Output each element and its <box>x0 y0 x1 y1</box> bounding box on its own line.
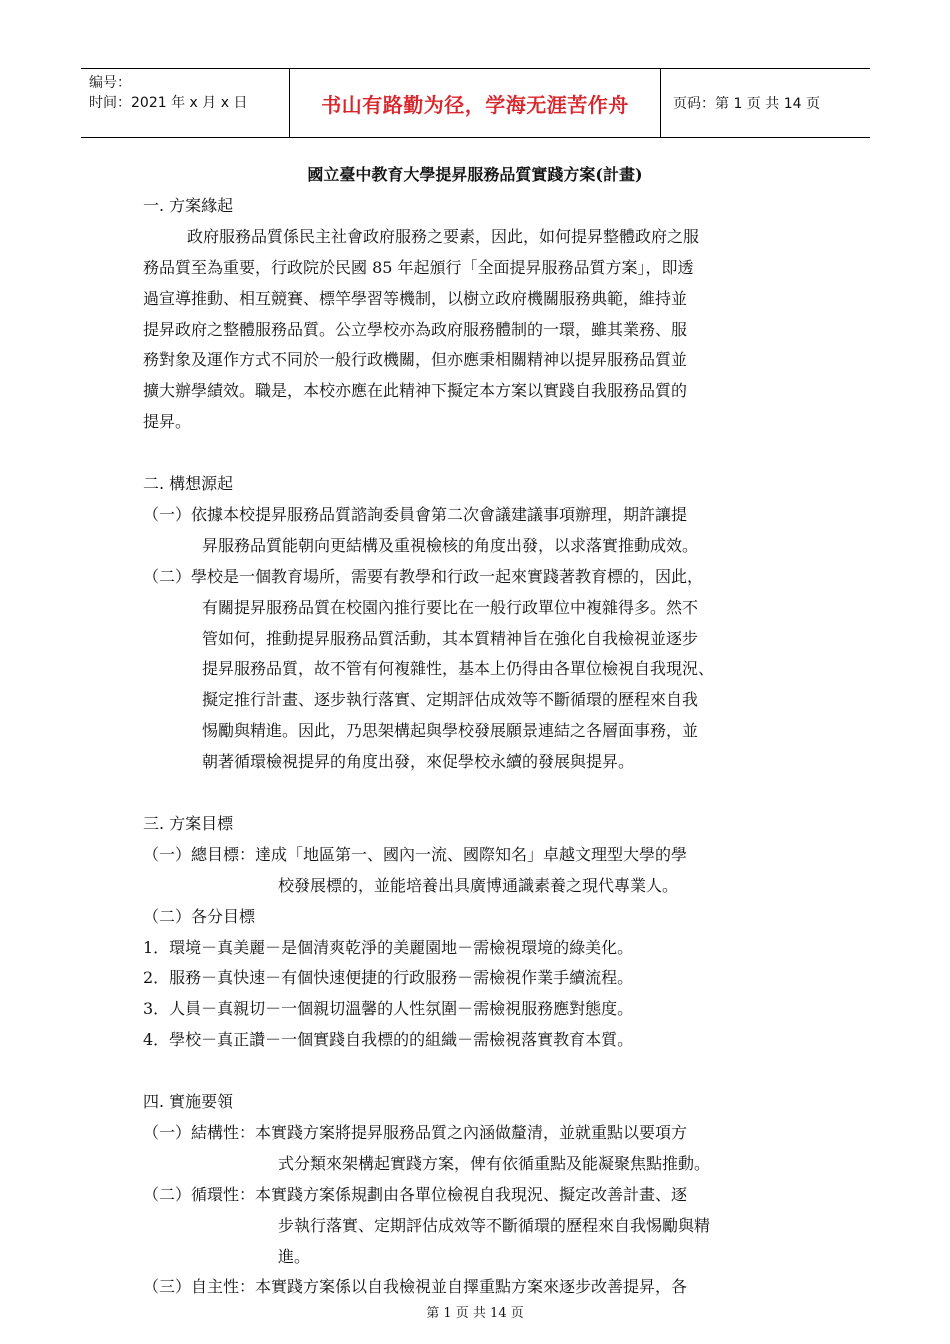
paragraph-line: 務品質至為重要，行政院於民國 85 年起頒行「全面提昇服務品質方案」，即透 <box>143 258 694 277</box>
paragraph-line: 擴大辦學績效。職是，本校亦應在此精神下擬定本方案以實踐自我服務品質的 <box>143 381 688 400</box>
paragraph-line: 提昇。 <box>143 412 192 431</box>
list-item: （二）循環性：本實踐方案係規劃由各單位檢視自我現況、擬定改善計畫、逐 <box>143 1185 688 1204</box>
section-4-heading: 四. 實施要領 <box>143 1092 234 1111</box>
list-item: （三）自主性：本實踐方案係以自我檢視並自擇重點方案來逐步改善提昇，各 <box>143 1277 688 1296</box>
list-item-cont: 步執行落實、定期評估成效等不斷循環的歷程來自我惕勵與精 <box>278 1216 711 1235</box>
paragraph-line: 政府服務品質係民主社會政府服務之要素，因此，如何提昇整體政府之服 <box>187 227 700 246</box>
list-item: （一）結構性：本實踐方案將提昇服務品質之內涵做釐清，並就重點以要項方 <box>143 1123 688 1142</box>
section-3-heading: 三. 方案目標 <box>143 814 234 833</box>
list-item-cont: 有關提昇服務品質在校園內推行要比在一般行政單位中複雜得多。然不 <box>202 598 699 617</box>
subgoal-item: 2．服務－真快速－有個快速便捷的行政服務－需檢視作業手續流程。 <box>143 968 634 987</box>
paragraph-line: 過宣導推動、相互競賽、標竿學習等機制，以樹立政府機關服務典範，維持並 <box>143 289 688 308</box>
subgoal-item: 1．環境－真美麗－是個清爽乾淨的美麗園地－需檢視環境的綠美化。 <box>143 938 634 957</box>
time-label: 时间：2021 年 x 月 x 日 <box>89 95 248 111</box>
paragraph-line: 務對象及運作方式不同於一般行政機關，但亦應秉相關精神以提昇服務品質並 <box>143 350 688 369</box>
motto-text: 书山有路勤为径，学海无涯苦作舟 <box>321 92 629 117</box>
number-label: 编号： <box>89 75 131 91</box>
header-meta <box>81 69 290 137</box>
section-2-heading: 二. 構想源起 <box>143 474 234 493</box>
header-page-info <box>661 69 870 137</box>
list-item-cont: 管如何，推動提昇服務品質活動，其本質精神旨在強化自我檢視並逐步 <box>202 629 699 648</box>
paragraph-line: 提昇政府之整體服務品質。公立學校亦為政府服務體制的一環，雖其業務、服 <box>143 320 688 339</box>
list-item-cont: 提昇服務品質，故不管有何複雜性，基本上仍得由各單位檢視自我現況、 <box>202 659 715 678</box>
list-item-cont: 校發展標的，並能培養出具廣博通識素養之現代專業人。 <box>278 876 679 895</box>
page-header <box>81 68 870 138</box>
list-item-cont: 昇服務品質能朝向更結構及重視檢核的角度出發，以求落實推動成效。 <box>202 536 699 555</box>
subgoal-item: 4．學校－真正讚－一個實踐自我標的的組織－需檢視落實教育本質。 <box>143 1030 634 1049</box>
page-info-text: 页码：第 1 页 共 14 页 <box>673 96 820 112</box>
section-1-heading: 一. 方案緣起 <box>143 196 234 215</box>
list-item: （一）依據本校提昇服務品質諮詢委員會第二次會議建議事項辦理，期許讓提 <box>143 505 688 524</box>
header-motto-cell <box>290 69 661 137</box>
list-item: （二）各分目標 <box>143 907 256 926</box>
list-item-cont: 式分類來架構起實踐方案，俾有依循重點及能凝聚焦點推動。 <box>278 1154 711 1173</box>
document-title: 國立臺中教育大學提昇服務品質實踐方案(計畫) <box>307 165 643 184</box>
list-item: （一）總目標：達成「地區第一、國內一流、國際知名」卓越文理型大學的學 <box>143 845 688 864</box>
subgoal-item: 3．人員－真親切－一個親切溫馨的人性氛圍－需檢視服務應對態度。 <box>143 999 634 1018</box>
page-footer: 第 1 页 共 14 页 <box>426 1306 524 1321</box>
list-item-cont: 惕勵與精進。因此，乃思架構起與學校發展願景連結之各層面事務，並 <box>202 721 699 740</box>
list-item-cont: 進。 <box>278 1247 311 1266</box>
list-item-cont: 擬定推行計畫、逐步執行落實、定期評估成效等不斷循環的歷程來自我 <box>202 690 699 709</box>
list-item-cont: 朝著循環檢視提昇的角度出發，來促學校永續的發展與提昇。 <box>202 752 635 771</box>
list-item: （二）學校是一個教育場所，需要有教學和行政一起來實踐著教育標的，因此， <box>143 567 704 586</box>
